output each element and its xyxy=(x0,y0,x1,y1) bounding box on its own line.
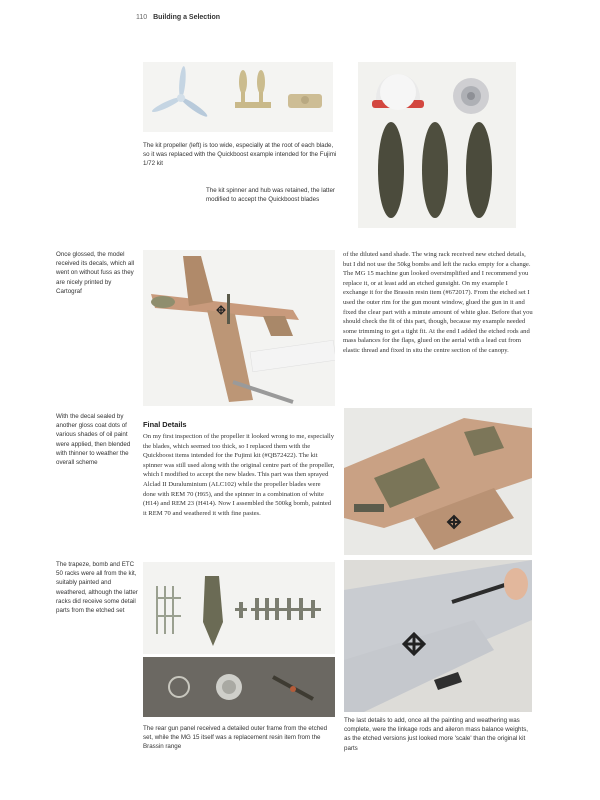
page-header xyxy=(136,14,220,21)
weathered-model-photo xyxy=(344,408,532,555)
final-details-heading: Final Details xyxy=(143,420,187,429)
caption-trapeze: The trapeze, bomb and ETC 50 racks were all from the kit, suitably painted and weathered, although the latter racks did receive some detail parts from the etched set xyxy=(56,561,138,615)
caption-last-details: The last details to add, once all the painting and weathering was complete, were the linkage rods and aileron mass balance weights, as the etched versions just looked more 'scale' than the original kit parts xyxy=(344,717,529,752)
aileron-detail-photo xyxy=(344,560,532,712)
caption-gloss: Once glossed, the model received its decals, which all went on without fuss as they are nicely printed by Cartograf xyxy=(56,251,135,295)
caption-propeller: The kit propeller (left) is too wide, especially at the root of each blade, so it was replaced with the Quickboost example intended for the Fujimi 1/72 kit xyxy=(143,142,337,168)
kit-propeller-photo xyxy=(143,62,333,132)
spinner-and-blades-photo xyxy=(358,62,516,228)
bomb-racks-photo xyxy=(143,562,335,654)
running-title: Building a Selection xyxy=(153,14,221,21)
final-details-text: On my first inspection of the propeller it looked wrong to me, especially the blades, which seemed too thick, so I replaced them with the Quickboost items intended for the Fujimi kit (#QB72422). The kit spinner was still used along with the original centre part of the propeller, which I modified to accept the new blades. This part was then sprayed Alclad II Duraluminium (ALC102) while the propeller blades were done with REM 70 (H65), and the spinner in a combination of white (H14) and REM 23 (H414). Now I assembled the 500kg bomb, painted it REM 70 and weathered it with fine pastes. xyxy=(143,433,335,517)
caption-decal-sealed: With the decal sealed by another gloss coat dots of various shades of oil paint were applied, then blended with thinner to weather the overall scheme xyxy=(56,413,131,467)
body-text-top: of the diluted sand shade. The wing rack received new etched details, but I did not use the 50kg bombs and left the racks empty for a change. The MG 15 machine gun looked oversimplified and I recommend you replace it, or at least add an etched gunsight. On my example I exchange it for the Brassin resin item (#672017). From the etched set I used the outer rim for the gun mount window, glued the gun in it and fixed the clear part with a minute amount of white glue. Before that you should check the fit of this part, though, because my example needed some trimming to get a tight fit. At the end I added the etched rods and mass balances for the flaps, glued on the aerial with a lead cut from elastic thread and fixed in situ the centre section of the canopy. xyxy=(343,251,533,354)
caption-spinner: The kit spinner and hub was retained, the latter modified to accept the Quickboost blades xyxy=(206,187,335,204)
page-number: 110 xyxy=(136,14,148,21)
caption-rear-gun: The rear gun panel received a detailed outer frame from the etched set, while the MG 15 itself was a replacement resin item from the Brassin range xyxy=(143,725,328,751)
model-decals-photo xyxy=(143,250,335,406)
rear-gun-panel-photo xyxy=(143,657,335,717)
